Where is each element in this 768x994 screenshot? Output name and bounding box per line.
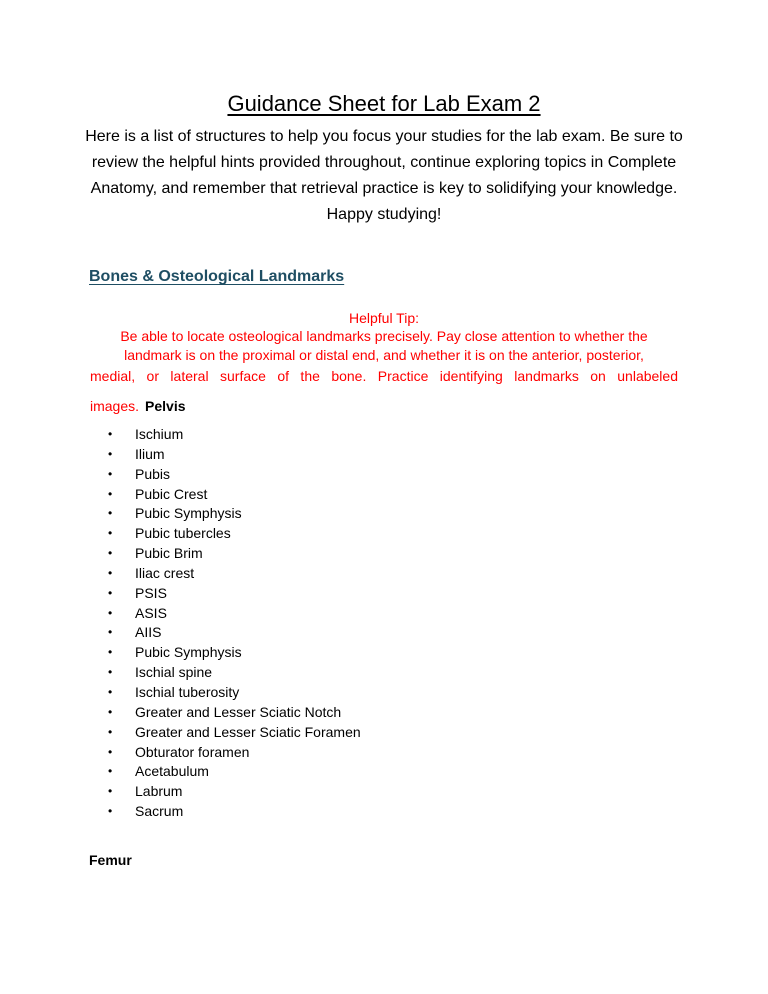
helpful-tip-line: medial, or lateral surface of the bone. Practice identifying landmarks on unlabeled [90,368,678,384]
bullet-icon: • [108,486,113,501]
list-item-label: Greater and Lesser Sciatic Foramen [135,723,361,740]
list-item [108,465,361,485]
bullet-icon: • [108,804,113,819]
pelvis-structure-list [108,425,361,822]
list-item-label: Iliac crest [135,564,195,581]
list-item-label: Pubic Symphysis [135,505,242,522]
list-item-label: Ischial spine [135,664,213,681]
helpful-tip-line-last [90,397,678,415]
bullet-icon: • [108,427,113,441]
list-item-label: Pubic Brim [135,545,203,562]
list-item [108,802,361,822]
list-item [108,425,361,445]
list-item-label: Pubic tubercles [135,525,231,542]
helpful-tip-line-end: images. [90,398,140,414]
list-item-label: Labrum [135,783,183,800]
bullet-icon: • [108,724,113,739]
list-item [108,782,361,802]
bullet-icon: • [108,526,113,541]
list-item [108,445,361,465]
list-item-label: Pubic Symphysis [135,644,242,661]
bullet-icon: • [108,446,113,461]
page-title: Guidance Sheet for Lab Exam 2 [227,91,541,116]
list-item [108,504,361,524]
list-item [108,762,361,782]
bullet-icon: • [108,684,113,699]
list-item-label: Pubic Crest [135,485,208,502]
list-item [108,584,361,604]
list-item-label: AIIS [135,624,162,641]
bullet-icon: • [108,605,113,620]
list-item [108,544,361,564]
list-item-label: Obturator foramen [135,743,250,760]
list-item-label: Ischial tuberosity [135,683,240,700]
helpful-tip-line: Be able to locate osteological landmarks precisely. Pay close attention to whether the [120,328,648,344]
list-item [108,604,361,624]
list-item [108,643,361,663]
list-item [108,623,361,643]
bullet-icon: • [108,466,113,481]
bullet-icon: • [108,704,113,719]
list-item [108,683,361,703]
helpful-tip-label: Helpful Tip: [348,310,420,326]
list-item [108,723,361,743]
list-item [108,564,361,584]
list-item-label: Pubis [135,465,171,482]
list-item-label: Acetabulum [135,763,209,780]
pelvis-heading: Pelvis [145,398,186,414]
list-item-label: PSIS [135,584,167,601]
list-item [108,485,361,505]
list-item [108,524,361,544]
bullet-icon: • [108,506,113,521]
list-item-label: Ischium [135,426,184,442]
list-item-label: Sacrum [135,803,184,820]
bullet-icon: • [108,784,113,799]
intro-paragraph: Here is a list of structures to help you focus your studies for the lab exam. Be sure to review the helpful hints provided throughout, continue exploring topics in Complete Anatomy, and remember that retrieval practice is key to solidifying your knowledge. Happy studying! [85,128,683,223]
list-item-label: ASIS [135,604,167,621]
bullet-icon: • [108,546,113,561]
bullet-icon: • [108,585,113,600]
section-heading-bones: Bones & Osteological Landmarks [89,268,345,285]
list-item-label: Greater and Lesser Sciatic Notch [135,703,342,720]
bullet-icon: • [108,744,113,759]
bullet-icon: • [108,625,113,640]
list-item [108,703,361,723]
bullet-icon: • [108,565,113,580]
bullet-icon: • [108,764,113,779]
list-item [108,743,361,763]
list-item [108,663,361,683]
bullet-icon: • [108,665,113,680]
list-item-label: Ilium [135,445,165,462]
femur-heading: Femur [89,852,132,868]
helpful-tip-line: landmark is on the proximal or distal end, and whether it is on the anterior, posterior, [124,347,644,363]
bullet-icon: • [108,645,113,660]
